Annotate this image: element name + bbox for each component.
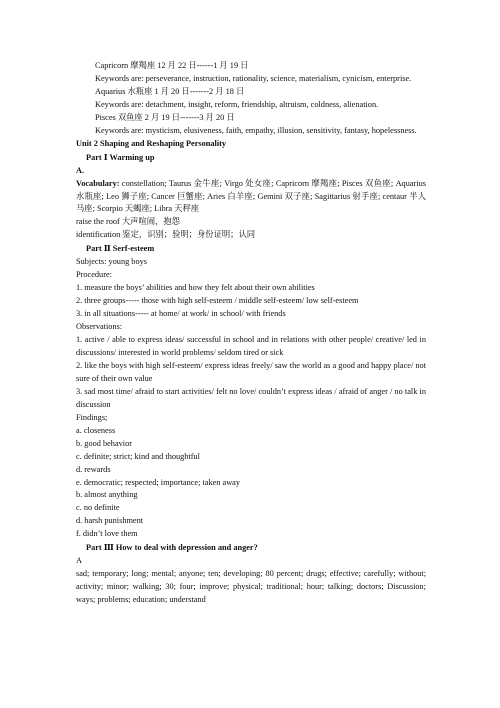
part2-heading: Part Ⅱ Serf-esteem — [86, 244, 155, 254]
procedure-item: 1. measure the boys’ abilities and how they felt about their own abilities — [76, 283, 315, 293]
part1-section-a: A. — [76, 165, 85, 175]
part1-heading: Part Ⅰ Warming up — [86, 152, 155, 162]
procedure-item: 3. in all situations----- at home/ at work/ in school/ with friends — [76, 309, 286, 319]
pisces-line: Pisces 双鱼座 2 月 19 日-------3 月 20 日 — [95, 112, 235, 122]
part3-section-a: A — [76, 556, 82, 566]
procedure-label: Procedure: — [76, 270, 112, 280]
observations-label: Observations: — [76, 322, 123, 332]
capricorn-line: Capricorn 摩羯座 12 月 22 日------1 月 19 日 — [95, 61, 249, 70]
observation-item: 3. sad most time/ afraid to start activities/ felt no love/ couldn’t express ideas / afraid of anger / no talk in discussion — [76, 386, 426, 409]
vocabulary-text: constellation; Taurus 金牛座; Virgo 处女座; Capricorn 摩羯座; Pisces 双鱼座; Aquarius 水瓶座; Leo 狮子座; Cancer 巨蟹座; Aries 白羊座; Gemini 双子座; Sagittarius 射手座; centaur 半人马座; Scorpio 天蝎座; Libra 天秤座 — [76, 178, 426, 214]
part3-heading: Part Ⅲ How to deal with depression and anger? — [86, 543, 258, 553]
finding-item: c. no definite — [76, 503, 120, 513]
observation-item: 2. like the boys with high self-esteem/ express ideas freely/ saw the world as a good and happy place/ not sure of their own value — [76, 360, 426, 383]
finding-item: e. democratic; respected; importance; taken away — [76, 477, 241, 487]
aquarius-keywords: Keywords are: detachment, insight, reform, friendship, altruism, coldness, alienation. — [95, 99, 379, 109]
finding-item: b. good behavior — [76, 438, 132, 448]
part3-word-list: sad; temporary; long; mental; anyone; ten; developing; 80 percent; drugs; effective; carefully; without; activity; minor; walking; 30; four; improve; physical; traditional; hour; talking; doctors; Discussion; ways; problems; education; understand — [76, 569, 426, 605]
pisces-keywords: Keywords are: mysticism, elusiveness, faith, empathy, illusion, sensitivity, fantasy, hopelessness. — [95, 125, 417, 135]
observation-item: 1. active / able to express ideas/ successful in school and in relations with other people/ creative/ led in discussions/ interested in world problems/ seldom tired or sick — [76, 335, 426, 357]
procedure-item: 2. three groups----- those with high self-esteem / middle self-esteem/ low self-esteem — [76, 296, 359, 306]
finding-item: d. rewards — [76, 464, 111, 474]
findings-label: Findings; — [76, 412, 108, 422]
vocabulary-label: Vocabulary: — [76, 178, 120, 188]
aquarius-line: Aquarius 水瓶座 1 月 20 日-------2 月 18 日 — [95, 86, 245, 96]
finding-item: c. definite; strict; kind and thoughtful — [76, 451, 200, 461]
identification-entry: identification 鉴定，识别；验明；身份证明；认同 — [76, 230, 256, 240]
finding-item: f. didn’t love them — [76, 529, 138, 539]
finding-item: a. closeness — [76, 425, 116, 435]
raise-the-roof-entry: raise the roof 大声喧闹，抱怨 — [76, 217, 180, 227]
finding-item: d. harsh punishment — [76, 516, 144, 526]
capricorn-keywords: Keywords are: perseverance, instruction, rationality, science, materialism, cynicism, enterprise. — [95, 73, 412, 83]
subjects-line: Subjects: young boys — [76, 257, 147, 267]
unit-title: Unit 2 Shaping and Reshaping Personality — [76, 138, 227, 148]
finding-item: b. almost anything — [76, 490, 138, 500]
vocabulary-paragraph — [76, 178, 426, 217]
